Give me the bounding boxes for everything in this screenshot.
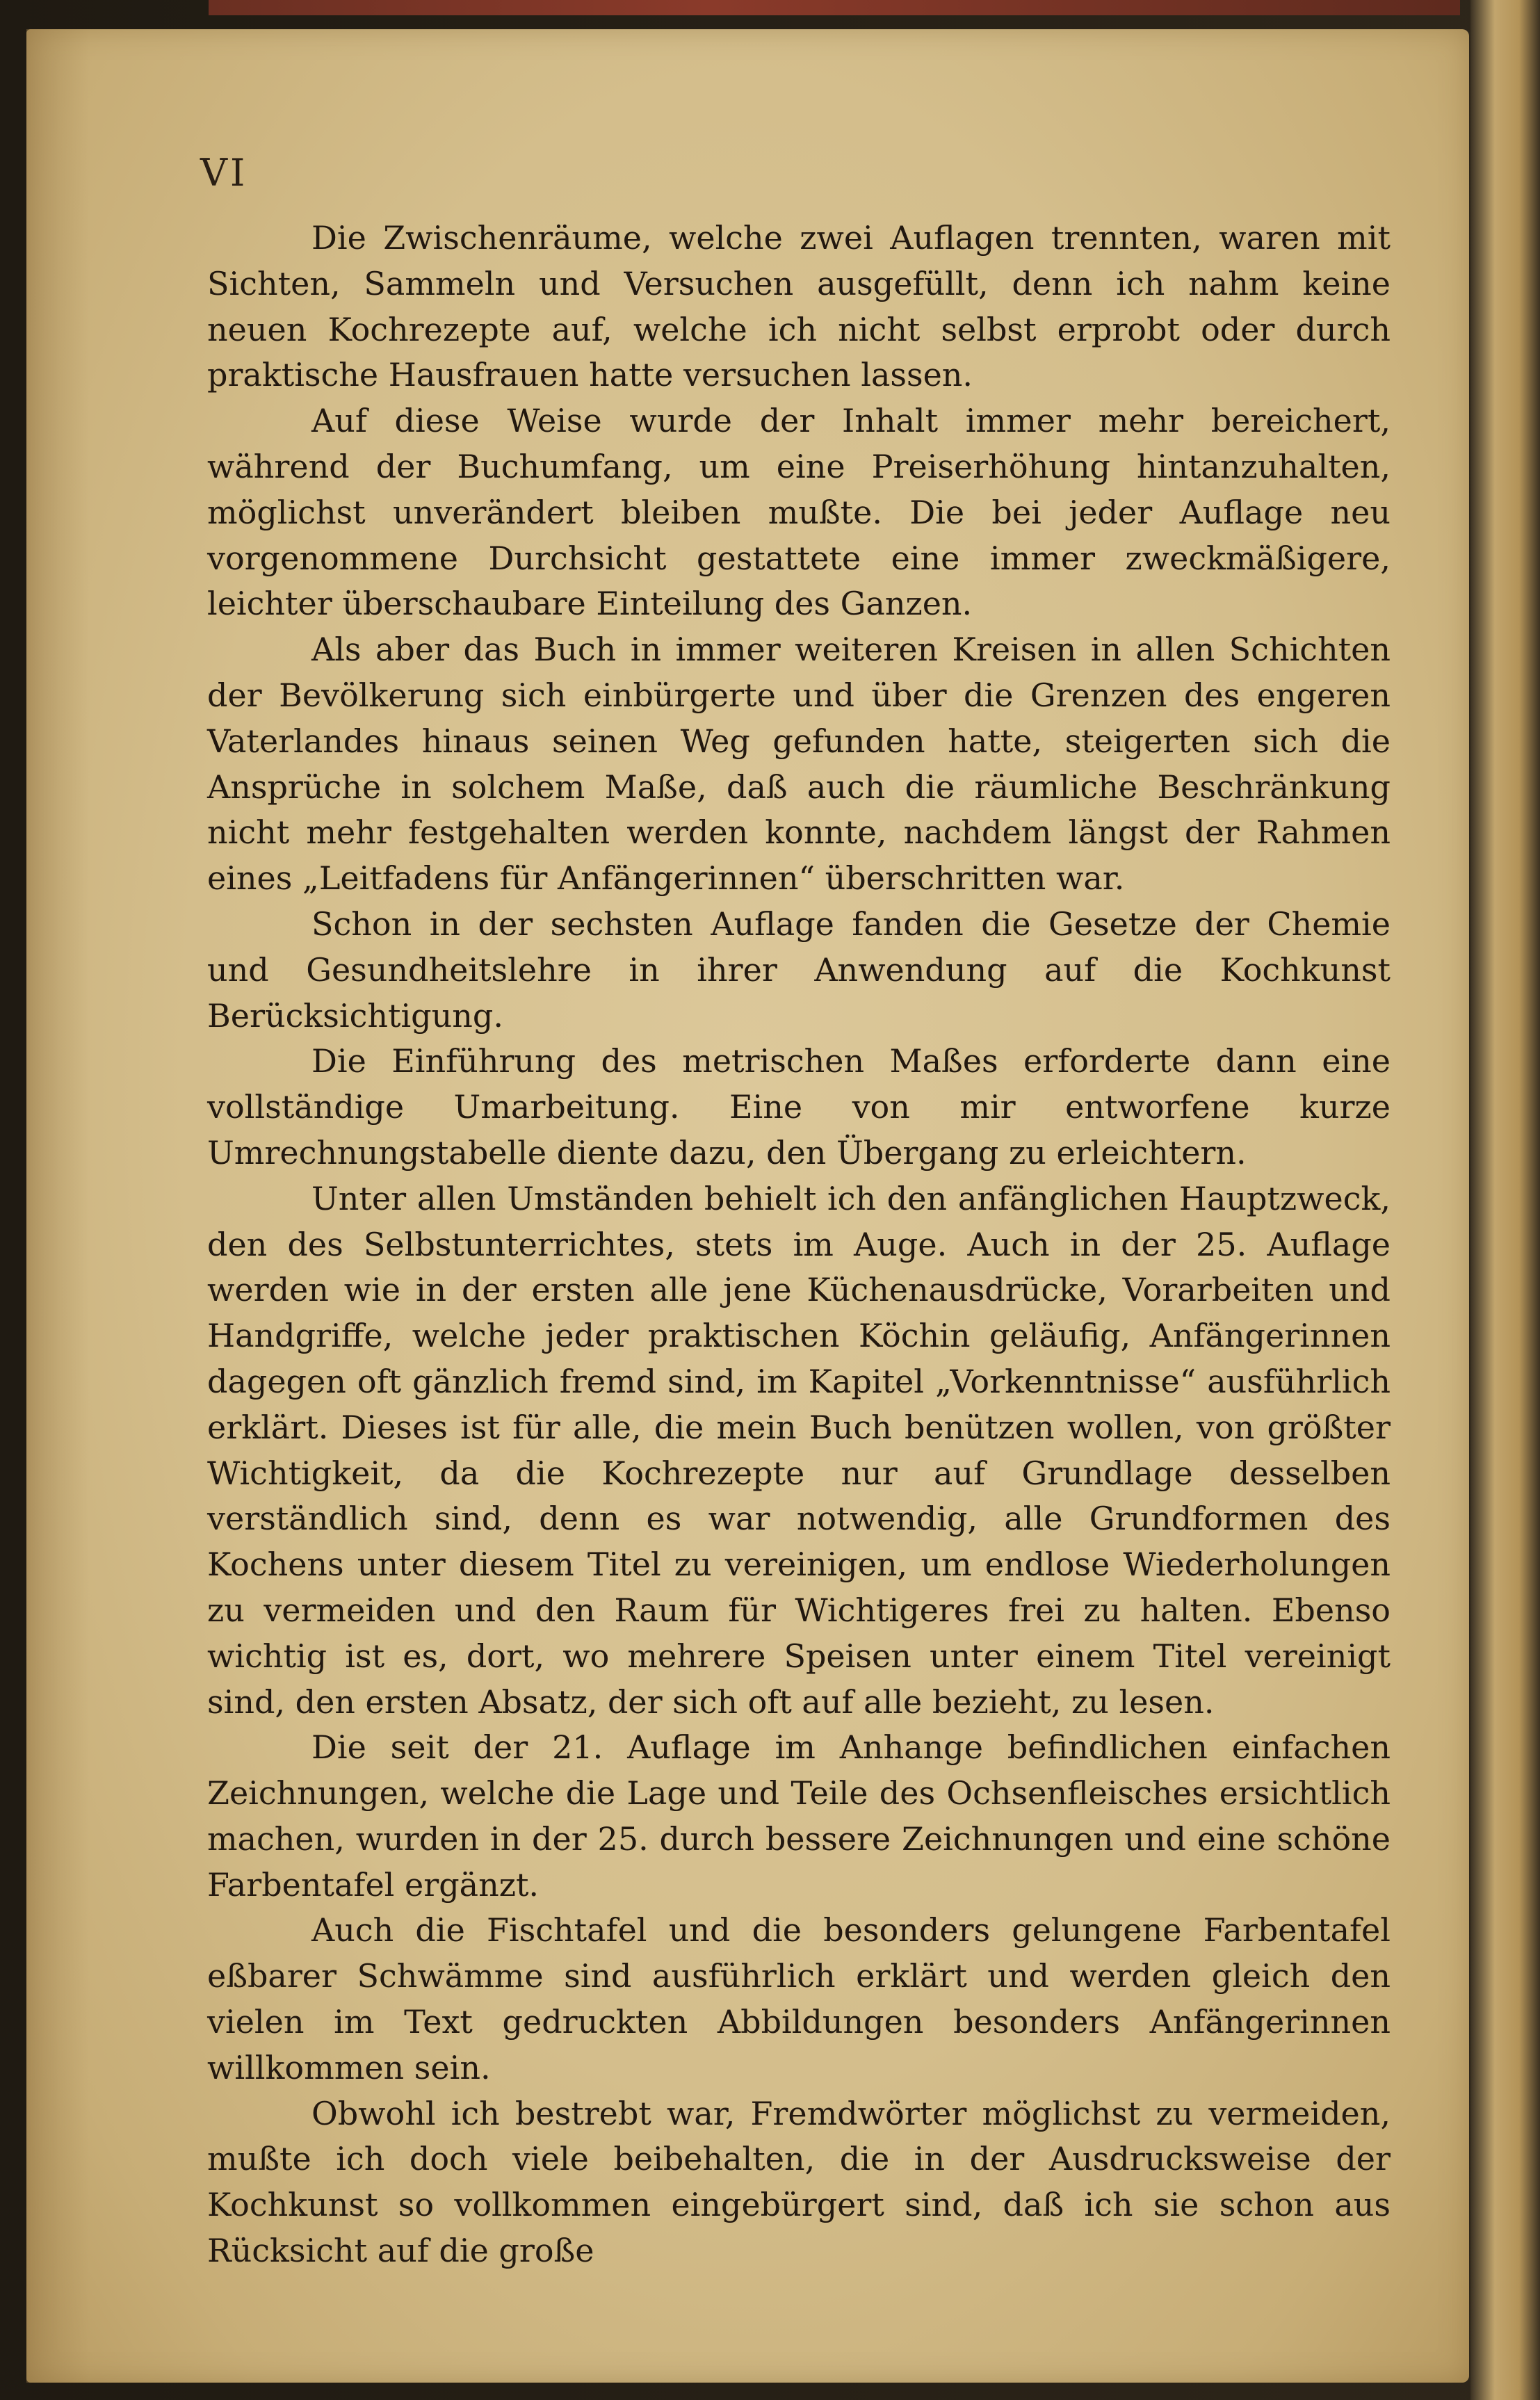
paragraph-5: Die Einführung des metrischen Maßes erforderte dann eine vollständige Umarbeitung. Eine von mir entworfene kurze Umrechnungstabelle diente dazu, den Übergang zu erleichtern. xyxy=(207,1042,1391,1171)
paragraph-9: Obwohl ich bestrebt war, Fremdwörter möglichst zu vermeiden, mußte ich doch viele beibehalten, die in der Ausdrucksweise der Kochkunst so vollkommen eingebürgert sind, daß ich sie schon aus Rücksicht auf die große xyxy=(207,2094,1391,2270)
paragraph-3: Als aber das Buch in immer weiteren Kreisen in allen Schichten der Bevölkerung sich einbürgerte und über die Grenzen des engeren Vaterlandes hinaus seinen Weg gefunden hatte, steigerten sich die Ansprüche in solchem Maße, daß auch die räumliche Beschränkung nicht mehr festgehalten werden konnte, nachdem längst der Rahmen eines „Leitfadens für Anfängerinnen“ überschritten war. xyxy=(207,631,1391,898)
paragraph-4: Schon in der sechsten Auflage fanden die Gesetze der Chemie und Gesundheitslehre in ihrer Anwendung auf die Kochkunst Berücksichtigung. xyxy=(207,905,1391,1035)
paragraph-8: Auch die Fischtafel und die besonders gelungene Farbentafel eßbarer Schwämme sind ausführlich erklärt und werden gleich den vielen im Text gedruckten Abbildungen besonders Anfängerinnen willkommen sein. xyxy=(207,1911,1391,2086)
paragraph-2: Auf diese Weise wurde der Inhalt immer mehr bereichert, während der Buchumfang, um eine Preiserhöhung hintanzuhalten, möglichst unverändert bleiben mußte. Die bei jeder Auflage neu vorgenommene Durchsicht gestattete eine immer zweckmäßigere, leichter überschaubare Einteilung des Ganzen. xyxy=(207,402,1391,623)
paragraph-7: Die seit der 21. Auflage im Anhange befindlichen einfachen Zeichnungen, welche die Lage und Teile des Ochsenfleisches ersichtlich machen, wurden in der 25. durch bessere Zeichnungen und eine schöne Farbentafel ergänzt. xyxy=(207,1728,1391,1904)
next-page-edge xyxy=(1470,0,1540,2400)
cover-edge-top xyxy=(209,0,1460,15)
paragraph-6: Unter allen Umständen behielt ich den anfänglichen Hauptzweck, den des Selbstunterrichtes, stets im Auge. Auch in der 25. Auflage werden wie in der ersten alle jene Küchenausdrücke, Vorarbeiten und Handgriffe, welche jeder praktischen Köchin geläufig, Anfängerinnen dagegen oft gänzlich fremd sind, im Kapitel „Vorkenntnisse“ ausführlich erklärt. Dieses ist für alle, die mein Buch benützen wollen, von größter Wichtigkeit, da die Kochrezepte nur auf Grundlage desselben verständlich sind, denn es war notwendig, alle Grundformen des Kochens unter diesem Titel zu vereinigen, um endlose Wiederholungen zu vermeiden und den Raum für Wichtigeres frei zu halten. Ebenso wichtig ist es, dort, wo mehrere Speisen unter einem Titel vereinigt sind, den ersten Absatz, der sich oft auf alle bezieht, zu lesen. xyxy=(207,1179,1391,1721)
paragraph-1: Die Zwischenräume, welche zwei Auflagen trennten, waren mit Sichten, Sammeln und Versuchen ausgefüllt, denn ich nahm keine neuen Kochrezepte auf, welche ich nicht selbst erprobt oder durch praktische Hausfrauen hatte versuchen lassen. xyxy=(207,219,1391,394)
body-text xyxy=(207,216,1391,2274)
page-number: VI xyxy=(200,151,248,195)
